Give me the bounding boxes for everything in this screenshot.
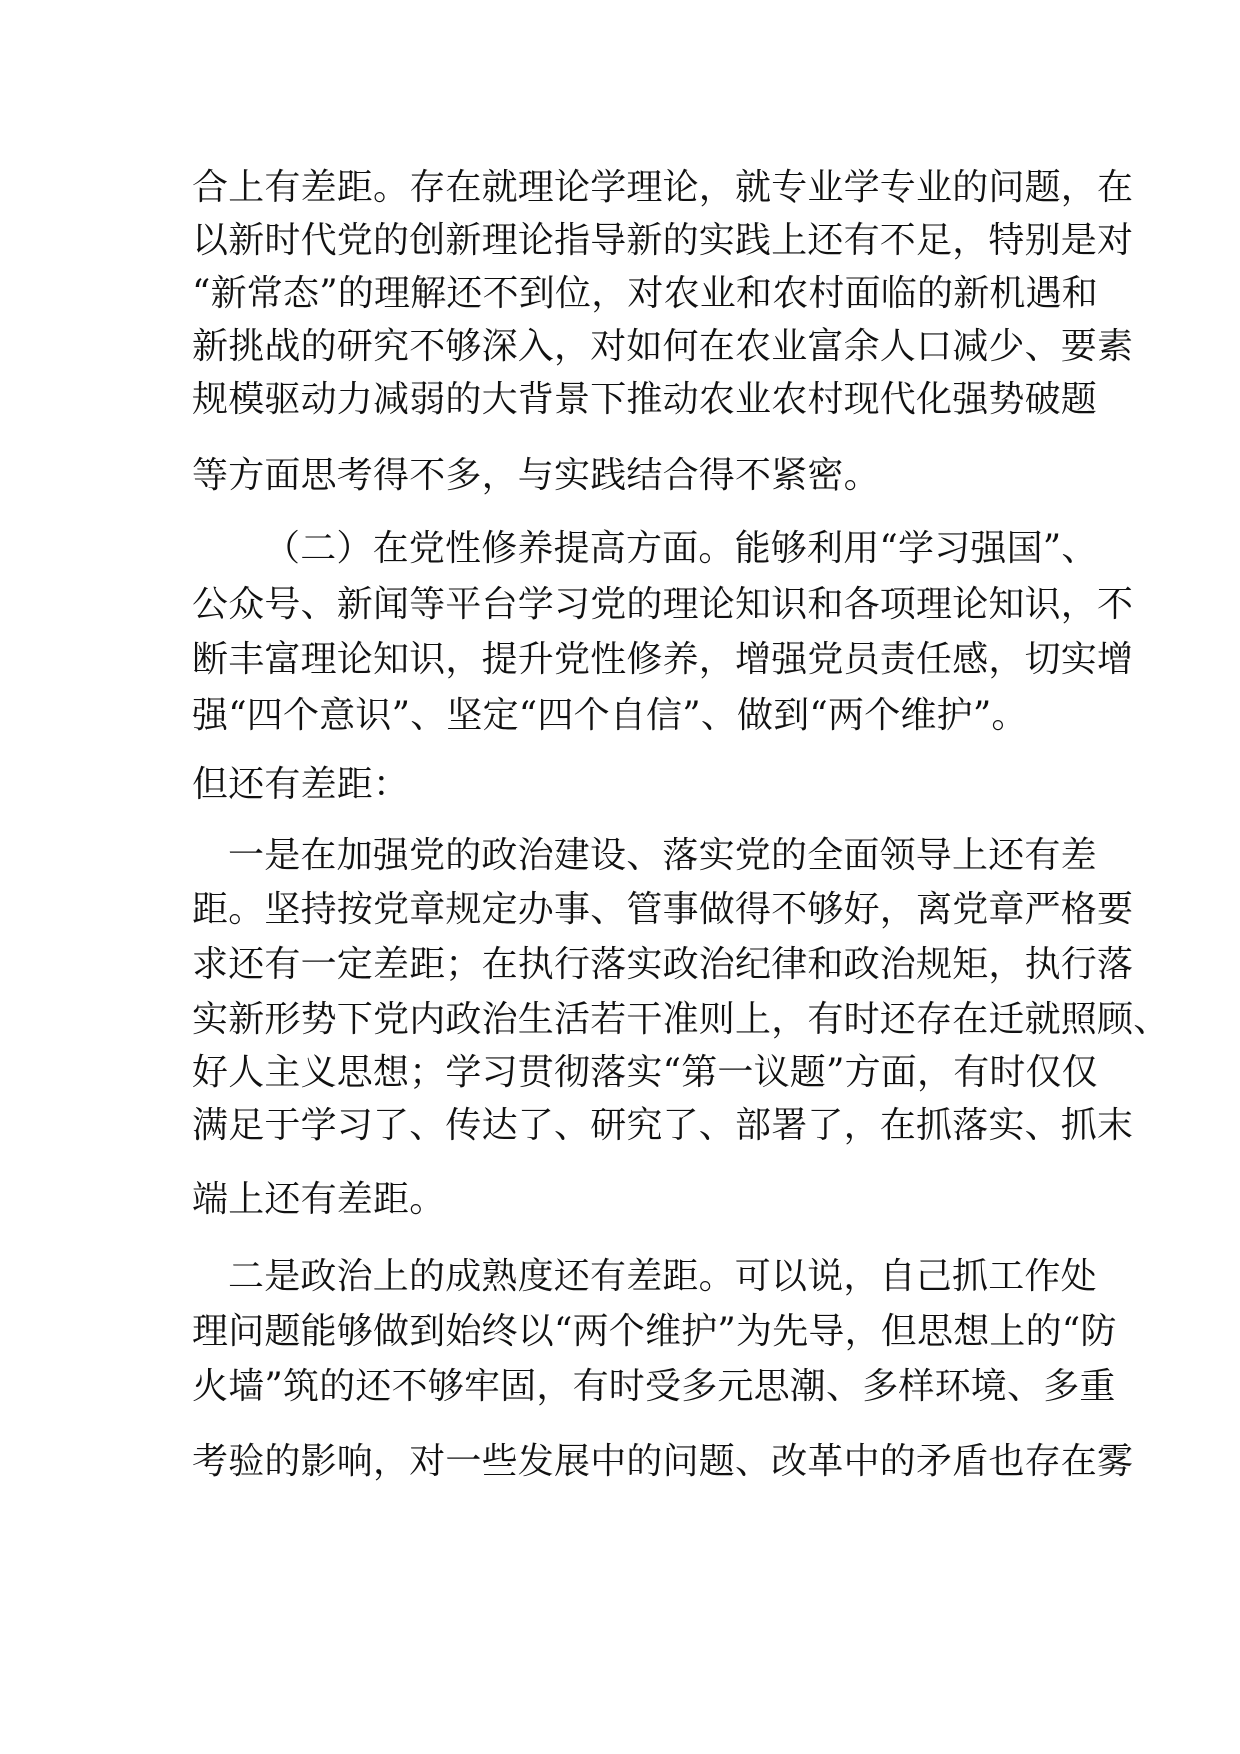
text-line: “新常态”的理解还不到位，对农业和农村面临的新机遇和 xyxy=(192,273,1099,314)
text-line: 实新形势下党内政治生活若干准则上，有时还存在迁就照顾、 xyxy=(192,999,1170,1040)
text-line: 公众号、新闻等平台学习党的理论知识和各项理论知识，不 xyxy=(192,584,1134,625)
text-line: 火墙”筑的还不够牢固，有时受多元思潮、多样环境、多重 xyxy=(192,1366,1116,1407)
text-line: 理问题能够做到始终以“两个维护”为先导，但思想上的“防 xyxy=(192,1311,1117,1352)
text-line: 求还有一定差距；在执行落实政治纪律和政治规矩，执行落 xyxy=(192,944,1134,985)
text-line: 考验的影响，对一些发展中的问题、改革中的矛盾也存在雾 xyxy=(192,1441,1134,1482)
paragraph-start: 二是政治上的成熟度还有差距。可以说，自己抓工作处 xyxy=(228,1256,1097,1297)
text-line: 端上还有差距。 xyxy=(192,1179,446,1220)
text-line: 断丰富理论知识，提升党性修养，增强党员责任感，切实增 xyxy=(192,639,1134,680)
text-line: 距。坚持按党章规定办事、管事做得不够好，离党章严格要 xyxy=(192,889,1134,930)
text-line: 规模驱动力减弱的大背景下推动农业农村现代化强势破题 xyxy=(192,379,1098,420)
text-line: 合上有差距。存在就理论学理论，就专业学专业的问题，在 xyxy=(192,167,1134,208)
text-line: 满足于学习了、传达了、研究了、部署了，在抓落实、抓末 xyxy=(192,1105,1134,1146)
section-heading: （二）在党性修养提高方面。能够利用“学习强国”、 xyxy=(264,528,1098,569)
text-line: 强“四个意识”、坚定“四个自信”、做到“两个维护”。 xyxy=(192,695,1028,736)
text-line: 新挑战的研究不够深入，对如何在农业富余人口减少、要素 xyxy=(192,326,1134,367)
text-line: 好人主义思想；学习贯彻落实“第一议题”方面，有时仅仅 xyxy=(192,1052,1099,1093)
paragraph-start: 一是在加强党的政治建设、落实党的全面领导上还有差 xyxy=(228,835,1097,876)
text-line: 等方面思考得不多，与实践结合得不紧密。 xyxy=(192,455,880,496)
text-line: 以新时代党的创新理论指导新的实践上还有不足，特别是对 xyxy=(192,220,1134,261)
text-line: 但还有差距： xyxy=(192,764,410,805)
